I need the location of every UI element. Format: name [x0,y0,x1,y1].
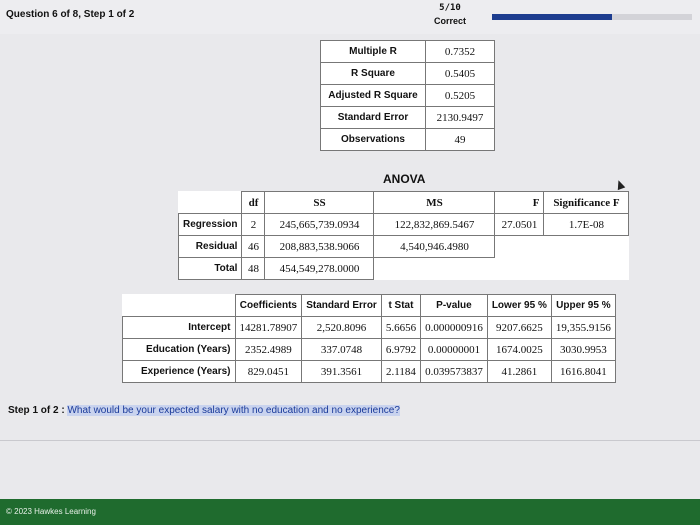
coef-header-coefficients: Coefficients [235,295,302,317]
reg-stat-row [321,85,495,107]
anova-empty [544,236,629,258]
score-indicator [420,2,480,28]
reg-stat-value: 2130.9497 [426,107,495,129]
reg-stat-row [321,41,495,63]
reg-stat-value: 49 [426,129,495,151]
footer [0,499,700,525]
step-prompt [8,405,400,416]
reg-stat-row [321,129,495,151]
anova-ss: 454,549,278.0000 [265,258,374,280]
coef-cell-t: 5.6656 [381,317,420,339]
coef-cell-se: 2,520.8096 [302,317,382,339]
progress-bar-fill [492,14,612,20]
score-status: Correct [433,16,466,26]
anova-title: ANOVA [383,172,426,186]
anova-ss: 245,665,739.0934 [265,214,374,236]
coef-cell-upper: 1616.8041 [551,361,615,383]
anova-corner [179,192,242,214]
anova-table [178,191,629,280]
anova-header-significance-f: Significance F [544,192,629,214]
coef-row-label: Intercept [123,317,236,339]
reg-stat-value: 0.5205 [426,85,495,107]
reg-stat-label: Standard Error [321,107,426,129]
anova-header-df: df [242,192,265,214]
reg-stat-row [321,63,495,85]
reg-stat-label: R Square [321,63,426,85]
coef-cell-se: 391.3561 [302,361,382,383]
anova-header-ss: SS [265,192,374,214]
anova-row-label: Residual [179,236,242,258]
coef-cell-p: 0.00000001 [421,339,488,361]
reg-stat-value: 0.7352 [426,41,495,63]
anova-row-label: Regression [179,214,242,236]
question-label: Question 6 of 8, Step 1 of 2 [6,9,135,20]
anova-ss: 208,883,538.9066 [265,236,374,258]
coef-row [123,361,616,383]
anova-df: 48 [242,258,265,280]
copyright-text: © 2023 Hawkes Learning [6,507,96,516]
anova-row-label: Total [179,258,242,280]
anova-df: 46 [242,236,265,258]
coef-cell-lower: 41.2861 [487,361,551,383]
anova-empty [544,258,629,280]
anova-significance-f: 1.7E-08 [544,214,629,236]
coef-row-label: Experience (Years) [123,361,236,383]
score-fraction: 5/10 [439,3,461,13]
reg-stat-label: Adjusted R Square [321,85,426,107]
anova-header-f: F [495,192,544,214]
coef-cell-upper: 19,355.9156 [551,317,615,339]
coef-cell-coef: 14281.78907 [235,317,302,339]
coef-cell-p: 0.000000916 [421,317,488,339]
anova-header-row [179,192,629,214]
coef-cell-se: 337.0748 [302,339,382,361]
reg-stat-row [321,107,495,129]
coef-header-row [123,295,616,317]
coef-header-upper-95: Upper 95 % [551,295,615,317]
anova-ms: 122,832,869.5467 [374,214,495,236]
coef-cell-coef: 829.0451 [235,361,302,383]
anova-header-ms: MS [374,192,495,214]
reg-stat-label: Multiple R [321,41,426,63]
coef-header-lower-95: Lower 95 % [487,295,551,317]
top-bar [0,0,700,34]
step-question: What would be your expected salary with no education and no experience? [67,405,400,416]
coef-cell-p: 0.039573837 [421,361,488,383]
coef-cell-coef: 2352.4989 [235,339,302,361]
coef-header-t-stat: t Stat [381,295,420,317]
anova-f: 27.0501 [495,214,544,236]
coef-cell-t: 2.1184 [381,361,420,383]
coefficients-table [122,294,616,383]
regression-statistics-table [320,40,495,151]
reg-stat-label: Observations [321,129,426,151]
coef-cell-lower: 9207.6625 [487,317,551,339]
coef-cell-t: 6.9792 [381,339,420,361]
coef-row-label: Education (Years) [123,339,236,361]
coef-cell-upper: 3030.9953 [551,339,615,361]
coef-cell-lower: 1674.0025 [487,339,551,361]
coef-header-standard-error: Standard Error [302,295,382,317]
anova-empty [495,236,544,258]
coef-row [123,339,616,361]
anova-row-regression [179,214,629,236]
step-label: Step 1 of 2 : [8,405,65,416]
anova-empty [495,258,544,280]
progress-bar [492,14,692,20]
anova-row-total [179,258,629,280]
coef-corner [123,295,236,317]
coef-header-p-value: P-value [421,295,488,317]
divider [0,440,700,441]
mouse-cursor-icon [615,179,626,190]
anova-ms: 4,540,946.4980 [374,236,495,258]
anova-empty [374,258,495,280]
anova-row-residual [179,236,629,258]
anova-df: 2 [242,214,265,236]
reg-stat-value: 0.5405 [426,63,495,85]
coef-row [123,317,616,339]
